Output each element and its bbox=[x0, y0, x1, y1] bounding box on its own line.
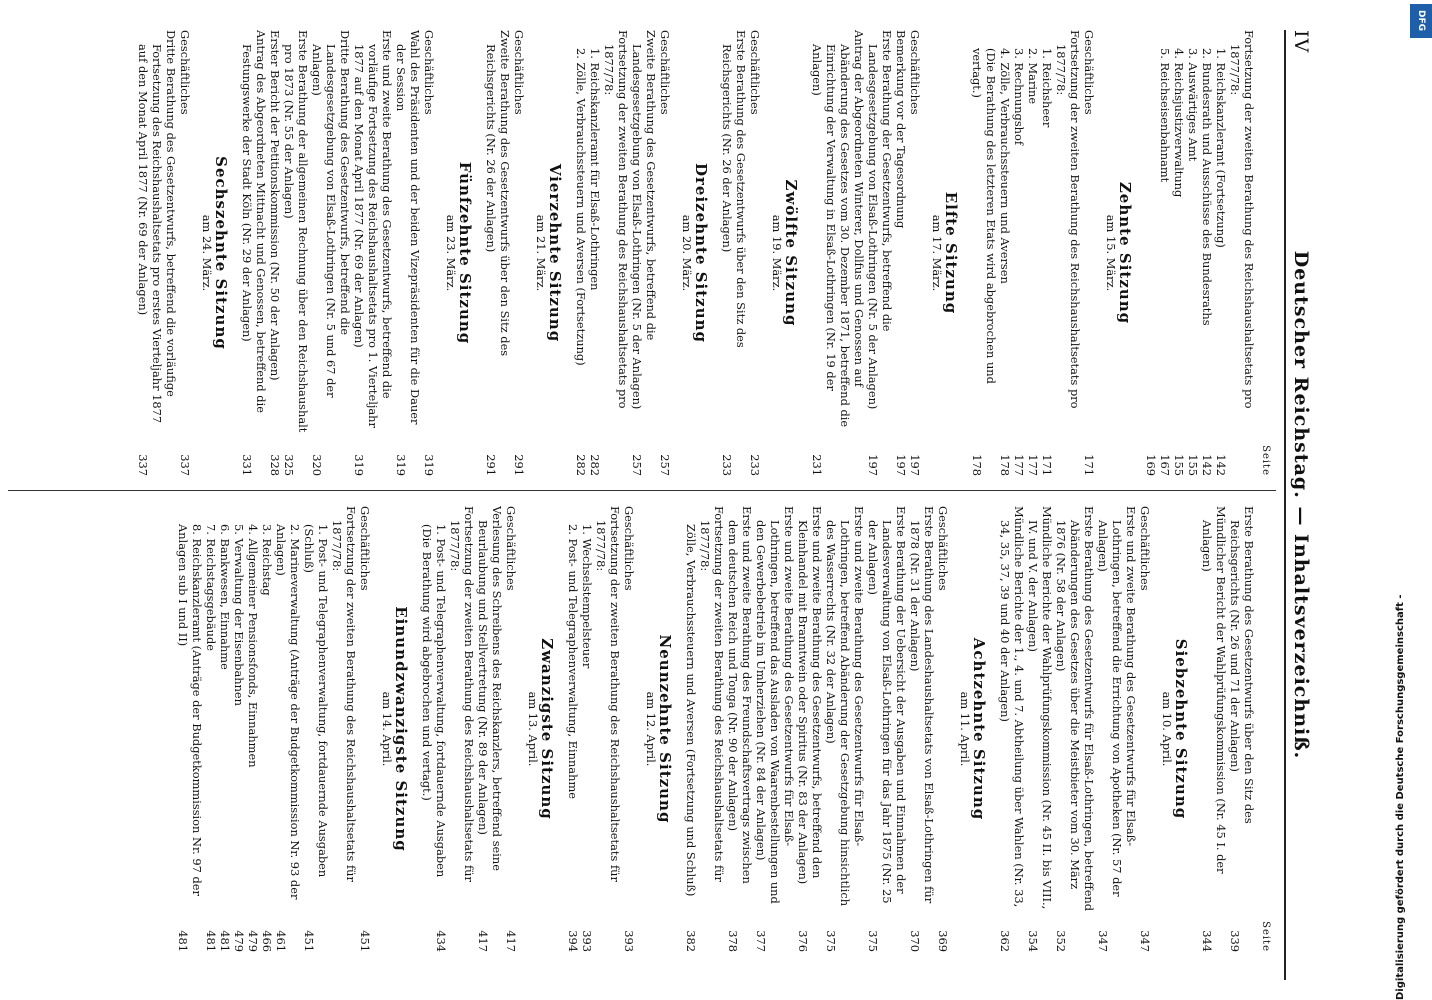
page-ref: 233 bbox=[748, 454, 762, 476]
session-date: am 15. März. bbox=[1104, 214, 1118, 292]
session-heading: Sechszehnte Sitzung bbox=[212, 156, 230, 350]
index-entry bbox=[476, 506, 504, 952]
page-ref: 375 bbox=[866, 930, 880, 952]
entry-text: Geschäftliches bbox=[622, 506, 636, 591]
session-date: am 23. März. bbox=[444, 214, 458, 292]
entry-text: 6. Bankwesen, Einnahme bbox=[218, 524, 232, 670]
page-ref: 417 bbox=[504, 930, 518, 952]
page-ref: 233 bbox=[720, 454, 734, 476]
index-entry bbox=[622, 506, 636, 952]
index-entry bbox=[448, 506, 476, 952]
entry-text: Fortsetzung der zweiten Berathung des Reichshaushaltsetats für 1877/78: bbox=[698, 506, 726, 882]
entry-text: Fortsetzung der zweiten Berathung des Reichshaushaltsetats pro 1877/78: bbox=[1228, 30, 1256, 409]
entry-text: 8. Reichskanzleramt (Anträge der Budgetkommission Nr. 97 der Anlagen sub I und II) bbox=[176, 524, 204, 896]
page-ref: 177 bbox=[1026, 454, 1040, 476]
index-entry bbox=[1228, 506, 1256, 952]
entry-text: Mündliche Berichte der Wahlprüfungskommission (Nr. 45 II. bis VIII., IV. und V. der Anlagen) bbox=[1026, 506, 1054, 910]
entry-text: 5. Reichseisenbahnamt bbox=[1158, 48, 1172, 183]
page-ref: 320 bbox=[310, 454, 324, 476]
index-entry bbox=[1096, 506, 1138, 952]
page-ref: 481 bbox=[176, 930, 190, 952]
entry-text: Erste und zweite Berathung des Gesetzentwurfs für Elsaß-Lothringen, betreffend Abänderung der Gesetzgebung hinsichtlich des Wasserrechts (Nr. 32 der Anlagen) bbox=[824, 506, 866, 907]
entry-text: 1. Post- und Telegraphenverwaltung, fortdauernde Ausgaben bbox=[434, 524, 448, 878]
page-ref: 319 bbox=[394, 454, 408, 476]
entry-text: Geschäftliches bbox=[422, 30, 436, 115]
page-ref: 417 bbox=[476, 930, 490, 952]
entry-text: 1. Reichsheer bbox=[1040, 48, 1054, 128]
entry-text: Geschäftliches bbox=[748, 30, 762, 115]
index-entry bbox=[1200, 506, 1228, 952]
index-subentry bbox=[1172, 30, 1186, 476]
entry-text: 7. Reichstagsgebäude bbox=[204, 524, 218, 651]
index-entry bbox=[422, 30, 436, 476]
entry-text: Erste und zweite Berathung des Gesetzentwurfs, betreffend den Kleinhandel mit Branntwein oder Spiritus (Nr. 83 der Anlagen) bbox=[796, 506, 824, 885]
page-ref: 197 bbox=[866, 454, 880, 476]
index-entry bbox=[352, 30, 394, 476]
entry-text: 1. Reichskanzleramt für Elsaß-Lothringen bbox=[588, 48, 602, 291]
page-ref: 169 bbox=[1144, 454, 1158, 476]
page-ref: 377 bbox=[754, 930, 768, 952]
index-entry bbox=[1026, 506, 1054, 952]
session-heading: Zwölfte Sitzung bbox=[782, 179, 800, 327]
page-ref: 394 bbox=[566, 930, 580, 952]
index-entry bbox=[310, 30, 352, 476]
session-date: am 17. März. bbox=[930, 214, 944, 292]
index-entry bbox=[282, 30, 310, 476]
entry-text: Erste Berathung der allgemeinen Rechnung über den Reichshaushalt pro 1873 (Nr. 55 der Anlagen) bbox=[282, 30, 310, 433]
index-entry bbox=[894, 30, 908, 476]
entry-text: 3. Rechnungshof bbox=[1012, 48, 1026, 146]
index-entry bbox=[936, 506, 950, 952]
index-subentry bbox=[1144, 30, 1158, 476]
index-entry bbox=[602, 30, 630, 476]
page-ref: 291 bbox=[512, 454, 526, 476]
index-entry bbox=[754, 506, 796, 952]
entry-text: Geschäftliches bbox=[178, 30, 192, 115]
page-ref: 354 bbox=[1026, 930, 1040, 952]
entry-text: Fortsetzung der zweiten Berathung des Reichshaushaltsetats für 1877/78: bbox=[448, 506, 476, 882]
page-ref: 352 bbox=[1054, 930, 1068, 952]
entry-text: 2. Post- und Telegraphenverwaltung, Einnahme bbox=[566, 524, 580, 799]
entry-text: Geschäftliches bbox=[936, 506, 950, 591]
page-header bbox=[1290, 30, 1334, 980]
session-heading: Achtzehnte Sitzung bbox=[970, 637, 988, 821]
entry-text: Erste Berathung der Uebersicht der Ausgaben und Einnahmen der Landesverwaltung von Elsaß-Lothringen für das Jahr 1875 (Nr. 25 der Anlagen) bbox=[866, 506, 908, 904]
session-date: am 12. April. bbox=[644, 691, 658, 767]
index-subentry bbox=[1186, 30, 1200, 476]
page-ref: 451 bbox=[302, 930, 316, 952]
index-subentry bbox=[566, 506, 580, 952]
index-subentry bbox=[684, 506, 698, 952]
index-subentry bbox=[302, 506, 330, 952]
index-entry bbox=[720, 30, 748, 476]
page-ref: 393 bbox=[580, 930, 594, 952]
index-subentry bbox=[176, 506, 204, 952]
page-ref: 178 bbox=[998, 454, 1012, 476]
session-heading: Elfte Sitzung bbox=[942, 191, 960, 315]
session-heading: Neunzehnte Sitzung bbox=[656, 634, 674, 824]
index-entry bbox=[908, 506, 936, 952]
index-entry bbox=[908, 30, 922, 476]
seite-label-left: Seite bbox=[1260, 445, 1271, 476]
session-date: am 10. April. bbox=[1160, 691, 1174, 767]
entry-text: 4. Reichsjustizverwaltung bbox=[1172, 48, 1186, 198]
page-ref: 197 bbox=[908, 454, 922, 476]
index-entry bbox=[1054, 506, 1096, 952]
index-entry bbox=[630, 30, 658, 476]
session-heading: Vierzehnte Sitzung bbox=[546, 163, 564, 343]
session-heading: Fünfzehnte Sitzung bbox=[456, 161, 474, 345]
page-ref: 479 bbox=[232, 930, 246, 952]
page-ref: 461 bbox=[274, 930, 288, 952]
index-subentry bbox=[232, 506, 246, 952]
index-subentry bbox=[218, 506, 232, 952]
session-date: am 24. März. bbox=[200, 214, 214, 292]
index-entry bbox=[1138, 506, 1152, 952]
session-date: am 14. April. bbox=[380, 691, 394, 767]
page-ref: 451 bbox=[358, 930, 372, 952]
session-heading: Einundzwanzigste Sitzung bbox=[392, 606, 410, 852]
index-subentry bbox=[274, 506, 302, 952]
index-subentry bbox=[1026, 30, 1040, 476]
entry-text: 1. Post- und Telegraphenverwaltung, fortdauernde Ausgaben (Schluß) bbox=[302, 524, 330, 878]
page-ref: 369 bbox=[936, 930, 950, 952]
entry-text: Mündliche Berichte der 1., 4. und 7. Abtheilung über Wahlen (Nr. 33, 34, 35, 37, 39 und 40 der Anlagen) bbox=[998, 506, 1026, 908]
index-entry bbox=[484, 30, 512, 476]
page-ref: 393 bbox=[622, 930, 636, 952]
entry-text: Geschäftliches bbox=[512, 30, 526, 115]
entry-text: Erste Berathung des Gesetzentwurfs über den Sitz des Reichsgerichts (Nr. 26 und 71 der Anlagen) bbox=[1228, 506, 1256, 824]
session-date: am 13. April. bbox=[526, 691, 540, 767]
entry-text: 3. Auswärtiges Amt bbox=[1186, 48, 1200, 162]
entry-text: (Die Berathung des letzteren Etats wird abgebrochen und vertagt.) bbox=[970, 48, 998, 384]
page-ref: 382 bbox=[684, 930, 698, 952]
entry-text: Geschäftliches bbox=[504, 506, 518, 591]
index-subentry bbox=[1214, 30, 1228, 476]
index-subentry bbox=[420, 506, 434, 952]
entry-text: Dritte Berathung des Gesetzentwurfs, betreffend die Landesgesetzgebung von Elsaß-Lothringen (Nr. 5 und 67 der Anlagen) bbox=[310, 30, 352, 398]
page-ref: 282 bbox=[574, 454, 588, 476]
index-entry bbox=[866, 30, 894, 476]
index-entry bbox=[268, 30, 282, 476]
entry-text: (Die Berathung wird abgebrochen und vertagt.) bbox=[420, 524, 434, 801]
entry-text: Verlesung des Schreibens des Reichskanzlers, betreffend seine Beurlaubung und Stellvertretung (Nr. 89 der Anlagen) bbox=[476, 506, 504, 872]
index-entry bbox=[796, 506, 824, 952]
entry-text: 1. Wechselstempelsteuer bbox=[580, 524, 594, 669]
entry-text: Dritte Berathung des Gesetzentwurfs, betreffend die vorläufige Fortsetzung des Reichshaushaltsetats pro erstes Vierteljahr 1877 auf den Monat April 1877 (Nr. 69 der Anlagen) bbox=[136, 30, 178, 424]
index-entry bbox=[512, 30, 526, 476]
right-column bbox=[10, 506, 1272, 952]
page-ref: 178 bbox=[970, 454, 984, 476]
entry-text: Erster Bericht der Petitionskommission (Nr. 50 der Anlagen) bbox=[268, 30, 282, 381]
entry-text: Zweite Berathung des Gesetzentwurfs über den Sitz des Reichsgerichts (Nr. 26 der Anlagen) bbox=[484, 30, 512, 357]
index-entry bbox=[178, 30, 192, 476]
page-ref: 142 bbox=[1200, 454, 1214, 476]
entry-text: 4. Zölle, Verbrauchssteuern und Aversen bbox=[998, 48, 1012, 284]
entry-text: Geschäftliches bbox=[358, 506, 372, 591]
index-subentry bbox=[260, 506, 274, 952]
entry-text: Zweite Berathung des Gesetzentwurfs, betreffend die Landesgesetzgebung von Elsaß-Lothringen (Nr. 5 der Anlagen) bbox=[630, 30, 658, 410]
entry-text: Geschäftliches bbox=[658, 30, 672, 115]
session-heading: Zwanzigste Sitzung bbox=[538, 638, 556, 820]
page-ref: 291 bbox=[484, 454, 498, 476]
entry-text: Erste Berathung des Landeshaushaltsetats von Elsaß-Lothringen für 1878 (Nr. 31 der Anlagen) bbox=[908, 506, 936, 904]
index-entry bbox=[658, 30, 672, 476]
index-entry bbox=[1054, 30, 1082, 476]
entry-text: 2. Marineverwaltung (Anträge der Budgetkommission Nr. 93 der Anlagen) bbox=[274, 524, 302, 900]
page-ref: 328 bbox=[268, 454, 282, 476]
page-ref: 370 bbox=[908, 930, 922, 952]
index-entry bbox=[866, 506, 908, 952]
left-column bbox=[10, 30, 1272, 476]
running-title: Deutscher Reichstag. — Inhaltsverzeichniß. bbox=[1290, 250, 1312, 760]
index-subentry bbox=[1012, 30, 1026, 476]
entry-text: Fortsetzung der zweiten Berathung des Reichshaushaltsetats für 1877/78: bbox=[330, 506, 358, 882]
session-date: am 21. März. bbox=[534, 214, 548, 292]
index-subentry bbox=[434, 506, 448, 952]
entry-text: 2. Bundesrath und Ausschüsse des Bundesraths bbox=[1200, 48, 1214, 326]
entry-text: Erste und zweite Berathung des Freundschaftsvertrags zwischen dem deutschen Reich und Tonga (Nr. 90 der Anlagen) bbox=[726, 506, 754, 884]
session-heading: Dreizehnte Sitzung bbox=[692, 163, 710, 343]
page-ref: 171 bbox=[1082, 454, 1096, 476]
page-ref: 155 bbox=[1172, 454, 1186, 476]
page-ref: 347 bbox=[1096, 930, 1110, 952]
page-ref: 378 bbox=[726, 930, 740, 952]
entry-text: 2. Zölle, Verbrauchssteuern und Aversen (Fortsetzung) bbox=[574, 48, 588, 366]
index-entry bbox=[136, 30, 178, 476]
entry-text: Geschäftliches bbox=[908, 30, 922, 115]
entry-text: Bemerkung vor der Tagesordnung bbox=[894, 30, 908, 229]
entry-text: Geschäftliches bbox=[1082, 30, 1096, 115]
page-ref: 339 bbox=[1228, 930, 1242, 952]
page-ref: 282 bbox=[588, 454, 602, 476]
index-subentry bbox=[1158, 30, 1172, 476]
index-entry bbox=[394, 30, 422, 476]
dfg-logo: DFG bbox=[1410, 4, 1432, 38]
index-entry bbox=[810, 30, 866, 476]
index-subentry bbox=[204, 506, 218, 952]
entry-text: Erste und zweite Berathung des Gesetzentwurfs für Elsaß-Lothringen, betreffend die Errichtung von Apotheken (Nr. 57 der Anlagen) bbox=[1096, 506, 1138, 897]
index-entry bbox=[330, 506, 358, 952]
entry-text: 1. Reichskanzleramt (Fortsetzung) bbox=[1214, 48, 1228, 248]
index-subentry bbox=[588, 30, 602, 476]
index-entry bbox=[748, 30, 762, 476]
index-subentry bbox=[580, 506, 594, 952]
page-ref: 331 bbox=[240, 454, 254, 476]
session-date: am 11. April. bbox=[958, 691, 972, 767]
index-entry bbox=[698, 506, 726, 952]
index-entry bbox=[504, 506, 518, 952]
entry-text: Zölle, Verbrauchssteuern und Aversen (Fortsetzung und Schluß) bbox=[684, 524, 698, 897]
entry-text: Fortsetzung der zweiten Berathung des Reichshaushaltsetats pro 1877/78: bbox=[602, 30, 630, 409]
index-subentry bbox=[1200, 30, 1214, 476]
page-ref: 171 bbox=[1040, 454, 1054, 476]
page-ref: 347 bbox=[1138, 930, 1152, 952]
page-ref: 376 bbox=[796, 930, 810, 952]
entry-text: Fortsetzung der zweiten Berathung des Reichshaushaltsetats pro 1877/78: bbox=[1054, 30, 1082, 409]
entry-text: Fortsetzung der zweiten Berathung des Reichshaushaltsetats für 1877/78: bbox=[594, 506, 622, 882]
entry-text: Antrag des Abgeordneten Mittnacht und Genossen, betreffend die Festungswerke der Stadt Köln (Nr. 29 der Anlagen) bbox=[240, 30, 268, 413]
entry-text: 4. Allgemeiner Pensionsfonds, Einnahmen bbox=[246, 524, 260, 768]
page-ref: 375 bbox=[824, 930, 838, 952]
page-ref: 479 bbox=[246, 930, 260, 952]
page-ref: 177 bbox=[1012, 454, 1026, 476]
entry-text: Erste und zweite Berathung des Gesetzentwurfs, betreffend die vorläufige Fortsetzung des Reichshaushaltsetats pro 1. Vierteljahr 1877 auf den Monat April 1877 (Nr. 69 der Anlagen) bbox=[352, 30, 394, 428]
session-date: am 19. März. bbox=[770, 214, 784, 292]
index-entry bbox=[726, 506, 754, 952]
digitization-text: Digitalisierung gefördert durch die Deutsche Forschungsgemeinschaft - bbox=[1395, 594, 1406, 1000]
page-ref: 257 bbox=[630, 454, 644, 476]
entry-text: 3. Reichstag bbox=[260, 524, 274, 596]
index-entry bbox=[824, 506, 866, 952]
page-ref: 257 bbox=[658, 454, 672, 476]
entry-text: Erste und zweite Berathung des Gesetzentwurfs für Elsaß-Lothringen, betreffend das Ausladen von Waarenbestellungen und den Gewerbebetrieb im Umherziehen (Nr. 84 der Anlagen) bbox=[754, 506, 796, 904]
page-ref: 142 bbox=[1214, 454, 1228, 476]
digitization-note bbox=[1388, 40, 1414, 1000]
page-number: IV bbox=[1290, 30, 1312, 54]
seite-label-right: Seite bbox=[1260, 921, 1271, 952]
page-ref: 325 bbox=[282, 454, 296, 476]
index-entry bbox=[1228, 30, 1256, 476]
entry-text: Erste Berathung der Gesetzentwurfs, betreffend die Landesgesetzgebung von Elsaß-Lothringen (Nr. 5 der Anlagen) bbox=[866, 30, 894, 410]
session-date: am 20. März. bbox=[680, 214, 694, 292]
index-subentry bbox=[970, 30, 998, 476]
index-subentry bbox=[246, 506, 260, 952]
entry-text: Erste Berathung des Gesetzentwurfs über den Sitz des Reichsgerichts (Nr. 26 der Anlagen) bbox=[720, 30, 748, 348]
page-ref: 466 bbox=[260, 930, 274, 952]
index-subentry bbox=[574, 30, 588, 476]
page-ref: 319 bbox=[422, 454, 436, 476]
index-entry bbox=[998, 506, 1026, 952]
index-subentry bbox=[998, 30, 1012, 476]
page-ref: 344 bbox=[1200, 930, 1214, 952]
entry-text: Mündlicher Bericht der Wahlprüfungskommission (Nr. 45 I. der Anlagen) bbox=[1200, 506, 1228, 874]
page-ref: 155 bbox=[1186, 454, 1200, 476]
entry-text: Erste Berathung des Gesetzentwurfs für Elsaß-Lothringen, betreffend Abänderungen des Gesetzes über die Meistbieter vom 30. März 1876 (Nr. 58 der Anlagen) bbox=[1054, 506, 1096, 912]
page-ref: 434 bbox=[434, 930, 448, 952]
page-ref: 167 bbox=[1158, 454, 1172, 476]
entry-text: 5. Verwaltung der Eisenbahnen bbox=[232, 524, 246, 707]
page-ref: 362 bbox=[998, 930, 1012, 952]
entry-text: 2. Marine bbox=[1026, 48, 1040, 105]
header-rule bbox=[1284, 30, 1286, 980]
entry-text: Antrag der Abgeordneten Winterer, Dollfus und Genossen auf Abänderung des Gesetzes vom 30. Dezember 1871, betreffend die Einrichtung der Verwaltung in Elsaß-Lothringen (Nr. 19 der Anlagen) bbox=[810, 30, 866, 428]
column-divider bbox=[8, 490, 1276, 491]
page-ref: 319 bbox=[352, 454, 366, 476]
page-ref: 337 bbox=[136, 454, 150, 476]
index-entry bbox=[1082, 30, 1096, 476]
page-ref: 337 bbox=[178, 454, 192, 476]
index-entry bbox=[358, 506, 372, 952]
entry-text: Geschäftliches bbox=[1138, 506, 1152, 591]
page-ref: 231 bbox=[810, 454, 824, 476]
index-entry bbox=[240, 30, 268, 476]
index-subentry bbox=[1040, 30, 1054, 476]
entry-text: Wahl des Präsidenten und der beiden Vizepräsidenten für die Dauer der Session bbox=[394, 30, 422, 425]
index-entry bbox=[594, 506, 622, 952]
page-ref: 481 bbox=[218, 930, 232, 952]
page-ref: 197 bbox=[894, 454, 908, 476]
session-heading: Siebzehnte Sitzung bbox=[1172, 638, 1190, 820]
session-heading: Zehnte Sitzung bbox=[1116, 181, 1134, 325]
page-ref: 481 bbox=[204, 930, 218, 952]
